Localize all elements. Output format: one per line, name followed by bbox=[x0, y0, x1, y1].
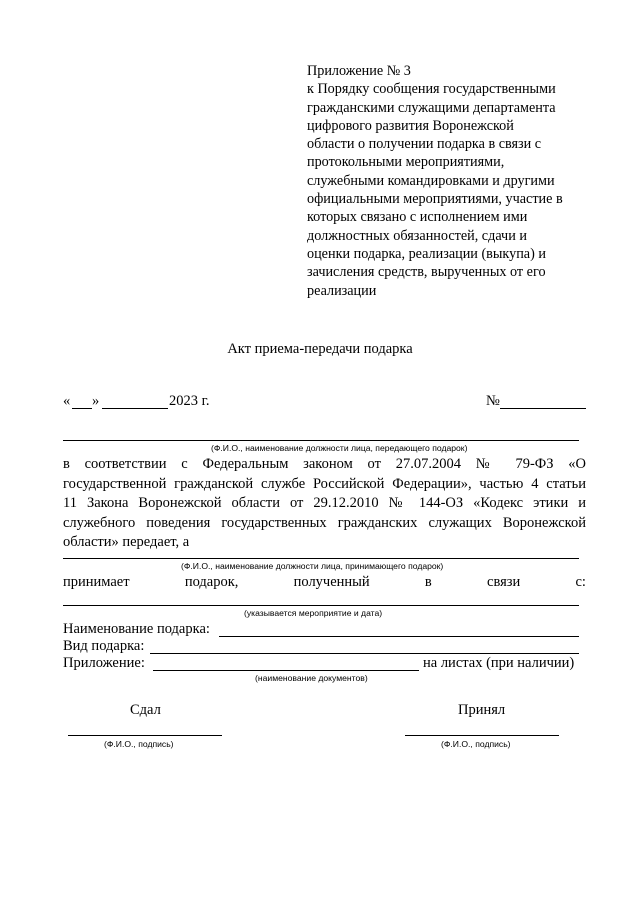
event-caption: (указывается мероприятие и дата) bbox=[244, 608, 383, 618]
signature-left-line bbox=[68, 735, 222, 736]
date-year: 2023 г. bbox=[169, 393, 210, 409]
transferor-blank-line bbox=[63, 440, 579, 441]
appendix-header bbox=[307, 62, 597, 300]
gift-type-blank-line bbox=[150, 653, 579, 654]
appendix-line: цифрового развития Воронежской bbox=[307, 117, 514, 134]
body-paragraph bbox=[63, 455, 586, 553]
appendix-line: оценки подарка, реализации (выкупа) и bbox=[307, 245, 546, 262]
appendix-line: гражданскими служащими департамента bbox=[307, 99, 556, 116]
date-open-quote: « bbox=[63, 393, 71, 409]
signature-right-caption: (Ф.И.О., подпись) bbox=[441, 739, 511, 749]
body-line: государственной гражданской службе Российской Федерации», частью 4 статьи bbox=[63, 475, 586, 492]
month-blank-line bbox=[102, 408, 168, 409]
received-label: Принял bbox=[458, 702, 506, 718]
gift-name-blank-line bbox=[219, 636, 579, 637]
appendix-line: зачисления средств, вырученных от его bbox=[307, 264, 546, 281]
accepts-word: подарок, bbox=[184, 574, 239, 590]
appendix-line: которых связано с исполнением ими bbox=[307, 209, 528, 226]
gift-type-label: Вид подарка: bbox=[63, 638, 145, 654]
appendix-line: реализации bbox=[307, 282, 377, 299]
event-blank-line bbox=[63, 605, 579, 606]
gift-name-label: Наименование подарка: bbox=[63, 621, 210, 637]
appendix-line: области о получении подарка в связи с bbox=[307, 136, 542, 153]
handed-label: Сдал bbox=[130, 702, 161, 718]
signature-right-line bbox=[405, 735, 559, 736]
number-label: № bbox=[486, 393, 500, 409]
appendix-line: протокольными мероприятиями, bbox=[307, 154, 505, 171]
receiver-caption: (Ф.И.О., наименование должности лица, принимающего подарок) bbox=[181, 561, 444, 571]
body-line: области» передает, а bbox=[63, 534, 190, 551]
signature-left-caption: (Ф.И.О., подпись) bbox=[104, 739, 174, 749]
attachment-label: Приложение: bbox=[63, 655, 145, 671]
document-title: Акт приема-передачи подарка bbox=[227, 341, 413, 357]
transferor-caption: (Ф.И.О., наименование должности лица, передающего подарок) bbox=[211, 443, 468, 453]
body-line: служебного поведения государственных гражданских служащих Воронежской bbox=[63, 514, 586, 531]
body-line: 11 Закона Воронежской области от 29.12.2010 № 144-ОЗ «Кодекс этики и bbox=[63, 495, 586, 512]
appendix-line: к Порядку сообщения государственными bbox=[307, 81, 556, 98]
attachment-blank-line bbox=[153, 670, 419, 671]
appendix-line: официальными мероприятиями, участие в bbox=[307, 191, 563, 208]
accepts-word: в bbox=[424, 574, 432, 590]
body-line: в соответствии с Федеральным законом от 27.07.2004 № 79-ФЗ «О bbox=[63, 456, 586, 472]
accepts-word: связи bbox=[487, 574, 521, 590]
appendix-line: Приложение № 3 bbox=[307, 63, 411, 79]
appendix-line: служебными командировками и другими bbox=[307, 172, 555, 189]
day-blank-line bbox=[72, 408, 92, 409]
receiver-blank-line bbox=[63, 558, 579, 559]
accepts-row bbox=[63, 574, 586, 591]
sheets-text: на листах (при наличии) bbox=[423, 655, 575, 671]
number-blank-line bbox=[500, 408, 586, 409]
appendix-line: должностных обязанностей, сдачи и bbox=[307, 227, 527, 244]
accepts-word: с: bbox=[575, 574, 586, 590]
documents-caption: (наименование документов) bbox=[255, 673, 368, 683]
accepts-word: принимает bbox=[63, 574, 130, 590]
date-close-quote: » bbox=[92, 393, 100, 409]
accepts-word: полученный bbox=[293, 574, 370, 590]
